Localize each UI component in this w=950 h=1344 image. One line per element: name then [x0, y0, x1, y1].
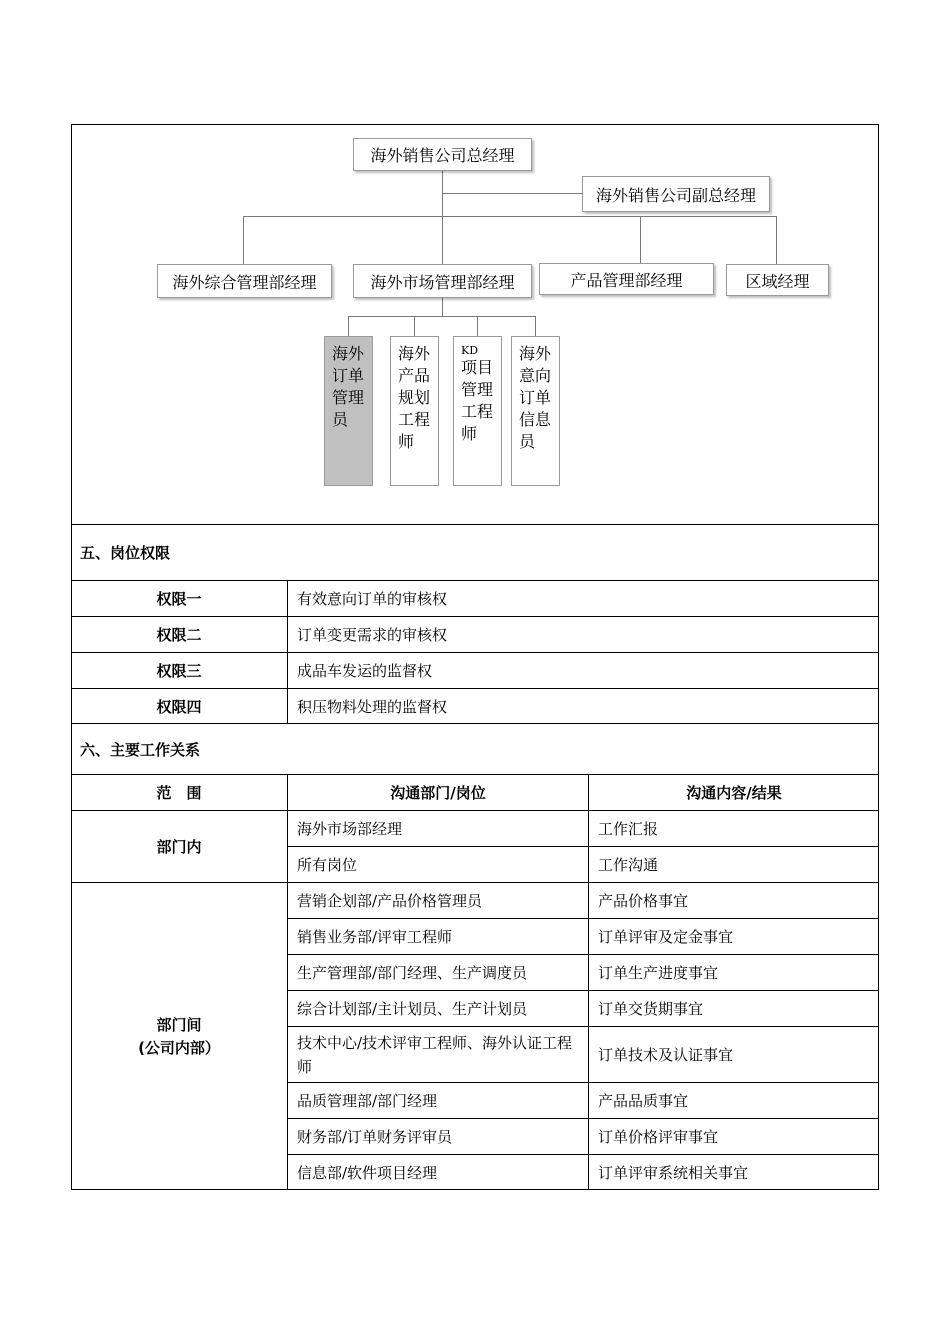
org-node-deputy-gm: 海外销售公司副总经理 [582, 176, 770, 212]
relation-content: 订单生产进度事宜 [598, 964, 719, 982]
org-role-prefix: KD [461, 344, 479, 357]
org-line [442, 216, 443, 264]
relation-content: 工作汇报 [598, 820, 659, 838]
relation-dept: 品质管理部/部门经理 [297, 1092, 438, 1110]
org-role-label: 海外 订单 管理 员 [332, 344, 365, 429]
relation-dept: 所有岗位 [297, 856, 358, 874]
org-line [243, 216, 776, 217]
org-node-gm: 海外销售公司总经理 [353, 138, 532, 171]
permission-value: 积压物料处理的监督权 [297, 697, 448, 716]
permission-value: 有效意向订单的审核权 [297, 590, 448, 608]
org-role-label: 海外 产品 规划 工程 师 [398, 344, 431, 451]
org-line [348, 316, 349, 336]
org-line [535, 316, 536, 336]
permission-label: 权限一 [156, 590, 202, 608]
section-title: 六、主要工作关系 [80, 740, 201, 759]
relation-content: 订单交货期事宜 [598, 1000, 704, 1018]
scope-line: 部门间 [156, 1015, 202, 1034]
relation-content: 工作沟通 [598, 856, 659, 874]
relation-dept: 生产管理部/部门经理、生产调度员 [297, 964, 528, 982]
section-title: 五、岗位权限 [80, 544, 171, 562]
relation-dept: 销售业务部/评审工程师 [297, 928, 453, 946]
org-node-role [390, 336, 439, 486]
org-node-role [511, 336, 560, 486]
permission-value: 成品车发运的监督权 [297, 662, 433, 680]
relation-dept: 营销企划部/产品价格管理员 [297, 892, 483, 910]
permission-label: 权限四 [156, 697, 202, 716]
org-line [477, 316, 478, 336]
org-line [414, 316, 415, 336]
relation-content: 订单评审系统相关事宜 [598, 1164, 749, 1182]
org-line [348, 316, 536, 317]
org-node-dept: 区域经理 [726, 264, 829, 296]
org-line [640, 216, 641, 263]
scope-line: (公司内部） [138, 1038, 220, 1057]
relation-dept: 技术中心/技术评审工程师、海外认证工程师 [297, 1033, 573, 1076]
org-role-label: 海外 意向 订单 信息 员 [519, 344, 552, 451]
org-line [442, 193, 582, 194]
relation-dept: 海外市场部经理 [297, 820, 403, 838]
scope-cell [71, 883, 287, 1190]
org-node-role [324, 336, 373, 486]
column-header: 沟通内容/结果 [686, 784, 782, 802]
org-node-dept: 产品管理部经理 [539, 263, 714, 295]
org-node-dept: 海外综合管理部经理 [157, 264, 332, 298]
org-node-role [453, 336, 502, 486]
relation-content: 订单评审及定金事宜 [598, 928, 734, 946]
org-line [442, 296, 443, 316]
relation-content: 订单技术及认证事宜 [598, 1046, 734, 1064]
scope-cell: 部门内 [156, 838, 202, 856]
relation-content: 产品品质事宜 [598, 1092, 689, 1110]
relation-dept: 财务部/订单财务评审员 [297, 1128, 453, 1146]
relation-content: 订单价格评审事宜 [598, 1128, 719, 1146]
column-header: 范 围 [156, 784, 202, 802]
permission-value: 订单变更需求的审核权 [297, 626, 448, 644]
permission-label: 权限二 [156, 626, 202, 644]
relation-dept: 综合计划部/主计划员、生产计划员 [297, 1000, 528, 1018]
column-header: 沟通部门/岗位 [390, 784, 486, 802]
org-role-label: 项目 管理 工程 师 [461, 358, 494, 443]
org-line [243, 216, 244, 264]
relation-dept: 信息部/软件项目经理 [297, 1164, 438, 1182]
org-line [776, 216, 777, 264]
permission-label: 权限三 [156, 662, 202, 680]
org-node-dept: 海外市场管理部经理 [353, 264, 532, 298]
relation-content: 产品价格事宜 [598, 892, 689, 910]
